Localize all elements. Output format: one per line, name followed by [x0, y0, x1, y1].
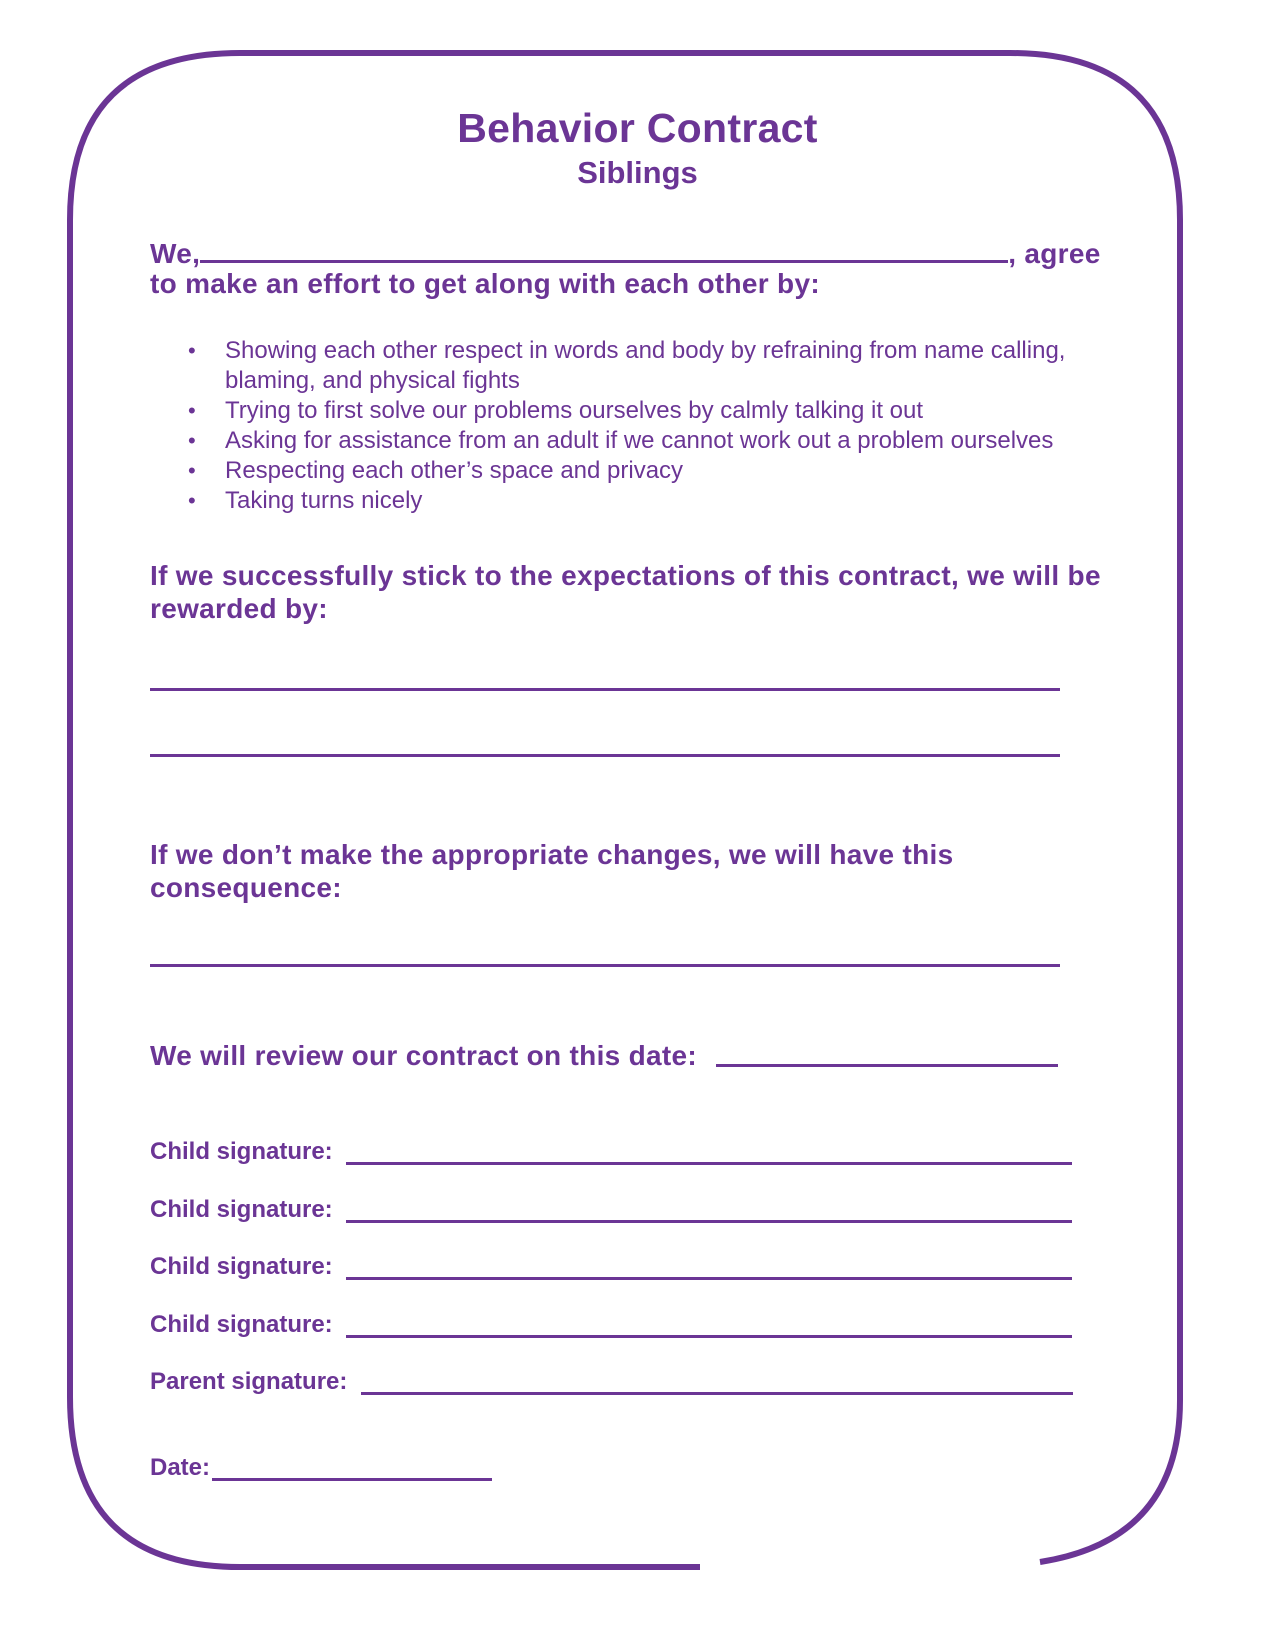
child-signature-label-2: Child signature: — [150, 1196, 333, 1223]
reward-prompt: If we successfully stick to the expectations of this contract, we will be rewarded by: — [150, 560, 1101, 624]
list-item — [183, 426, 1133, 456]
intro-second-line: to make an effort to get along with each other by: — [150, 268, 820, 299]
child-signature-blank-4[interactable] — [346, 1335, 1072, 1338]
review-date-blank[interactable] — [716, 1064, 1058, 1067]
child-signature-blank-3[interactable] — [346, 1277, 1072, 1280]
page-subtitle: Siblings — [577, 155, 698, 190]
expectations-list — [183, 336, 1133, 516]
review-prompt: We will review our contract on this date: — [150, 1040, 697, 1071]
bullet-icon: • — [188, 458, 196, 483]
list-item — [183, 456, 1133, 486]
bullet-icon: • — [188, 398, 196, 423]
we-label: We, — [150, 238, 201, 269]
expectation-text: Trying to first solve our problems ourselves by calmly talking it out — [225, 397, 924, 424]
parent-signature-blank[interactable] — [361, 1392, 1073, 1395]
child-signature-label-4: Child signature: — [150, 1311, 333, 1338]
bullet-icon: • — [188, 338, 196, 363]
list-item — [183, 336, 1133, 396]
expectation-text: Taking turns nicely — [225, 487, 423, 514]
expectation-text: Respecting each other’s space and privacy — [225, 457, 684, 484]
date-label: Date: — [150, 1454, 211, 1481]
child-signature-blank-2[interactable] — [346, 1220, 1072, 1223]
reward-blank-1[interactable] — [150, 688, 1060, 691]
reward-blank-2[interactable] — [150, 754, 1060, 757]
page-title: Behavior Contract — [457, 105, 818, 151]
date-blank[interactable] — [212, 1478, 492, 1481]
names-blank[interactable] — [200, 234, 1008, 263]
bullet-icon: • — [188, 488, 196, 513]
bullet-icon: • — [188, 428, 196, 453]
parent-signature-label: Parent signature: — [150, 1368, 348, 1395]
expectation-text: Asking for assistance from an adult if we cannot work out a problem ourselves — [225, 427, 1054, 454]
child-signature-label-1: Child signature: — [150, 1138, 333, 1165]
child-signature-label-3: Child signature: — [150, 1253, 333, 1280]
expectation-text: Showing each other respect in words and body by refraining from name calling, blaming, and physical fights — [225, 337, 1066, 394]
agree-label: , agree — [1008, 238, 1101, 269]
list-item — [183, 486, 1133, 516]
child-signature-blank-1[interactable] — [346, 1162, 1072, 1165]
list-item — [183, 396, 1133, 426]
intro-line — [150, 234, 1101, 270]
consequence-blank[interactable] — [150, 964, 1060, 967]
consequence-prompt: If we don’t make the appropriate changes, we will have this consequence: — [150, 839, 954, 903]
